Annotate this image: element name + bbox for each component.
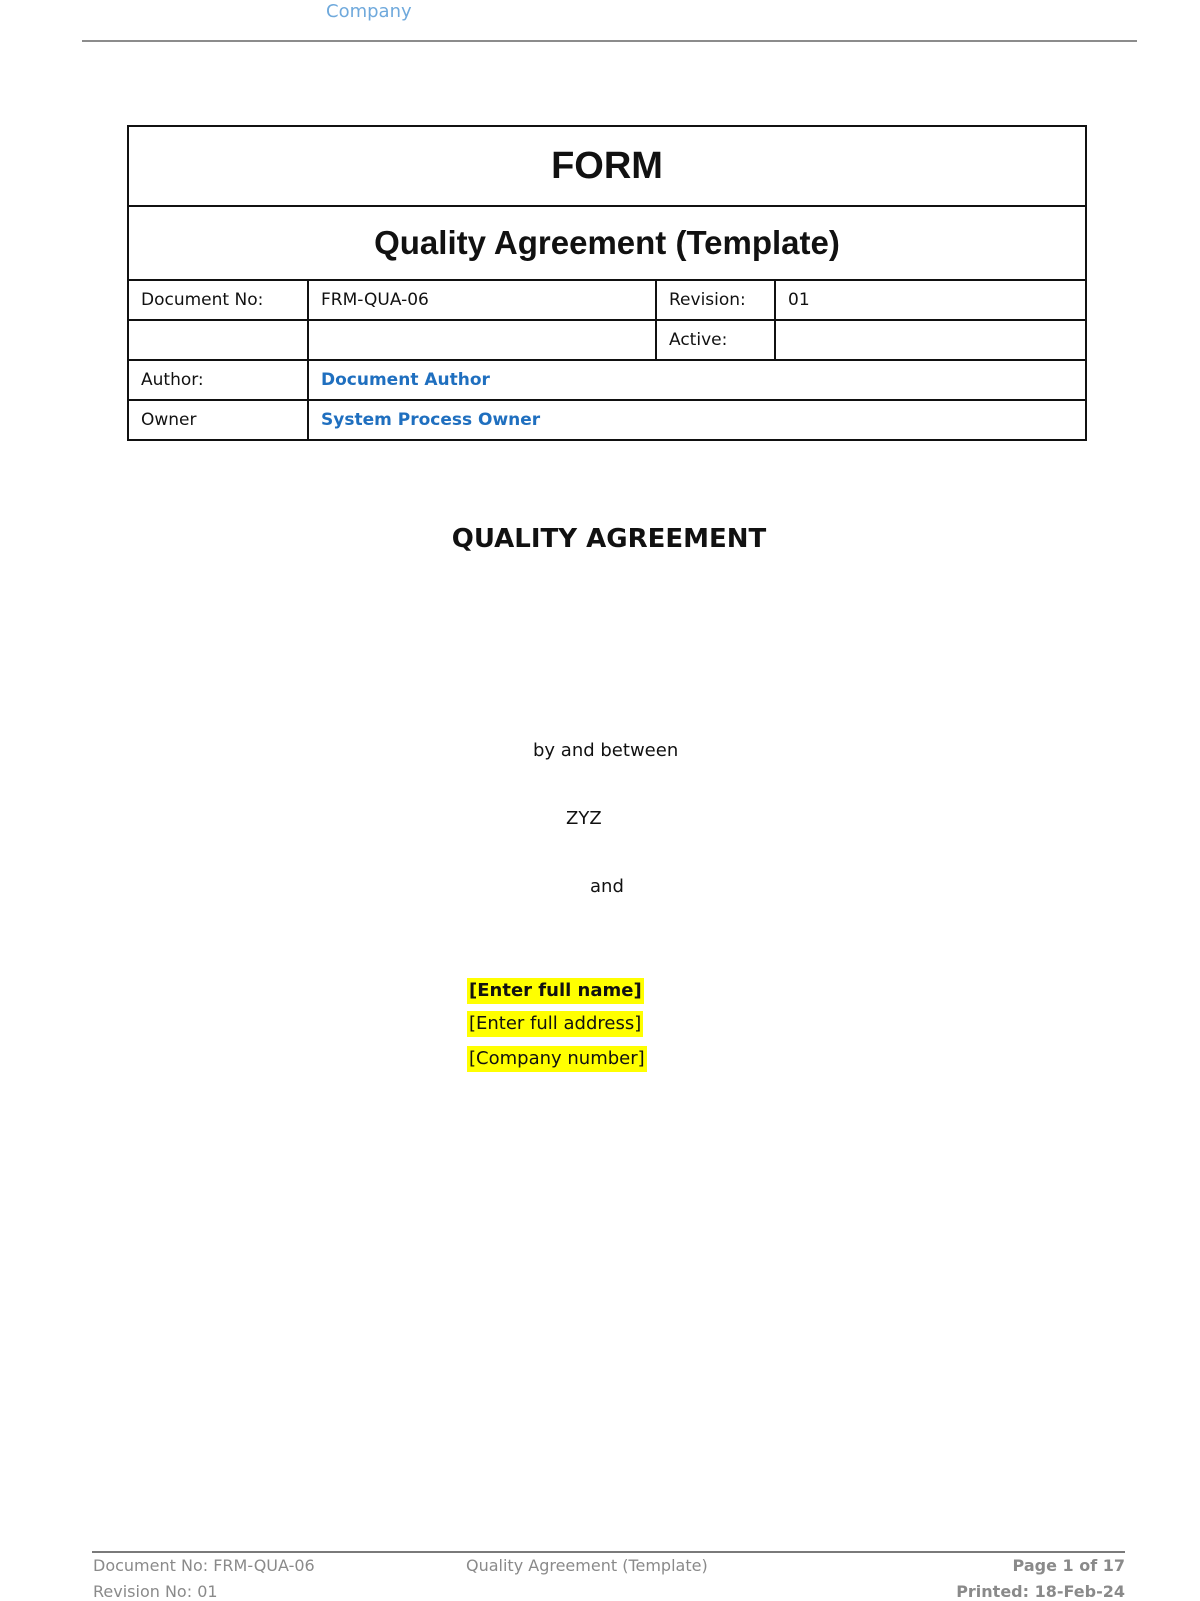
revision-label: Revision: — [656, 280, 775, 320]
table-row-owner — [128, 400, 1086, 440]
footer-title: Quality Agreement (Template) — [466, 1556, 708, 1575]
by-and-between-text: by and between — [533, 740, 679, 761]
form-subtitle: Quality Agreement (Template) — [128, 206, 1086, 280]
owner-value: System Process Owner — [308, 400, 1086, 440]
footer-document-no: Document No: FRM-QUA-06 — [93, 1556, 315, 1575]
owner-label: Owner — [128, 400, 308, 440]
empty-label — [128, 320, 308, 360]
revision-value: 01 — [775, 280, 1086, 320]
full-name-placeholder[interactable]: [Enter full name] — [467, 978, 644, 1004]
footer-revision-no: Revision No: 01 — [93, 1582, 218, 1601]
form-info-table — [127, 125, 1087, 441]
and-text: and — [590, 876, 624, 897]
active-label: Active: — [656, 320, 775, 360]
full-address-placeholder[interactable]: [Enter full address] — [467, 1011, 643, 1037]
footer-page-number: Page 1 of 17 — [1012, 1556, 1125, 1575]
active-value — [775, 320, 1086, 360]
agreement-heading: QUALITY AGREEMENT — [451, 524, 767, 554]
company-number-placeholder[interactable]: [Company number] — [467, 1046, 647, 1072]
company-header: Company — [326, 1, 412, 22]
footer-divider — [92, 1551, 1125, 1553]
table-row-author — [128, 360, 1086, 400]
header-divider — [82, 40, 1137, 42]
footer-printed-date: Printed: 18-Feb-24 — [956, 1582, 1125, 1601]
table-row-active — [128, 320, 1086, 360]
author-value: Document Author — [308, 360, 1086, 400]
party1-name: ZYZ — [566, 808, 602, 829]
document-no-value: FRM-QUA-06 — [308, 280, 656, 320]
author-label: Author: — [128, 360, 308, 400]
empty-value — [308, 320, 656, 360]
document-no-label: Document No: — [128, 280, 308, 320]
table-row-document-no — [128, 280, 1086, 320]
form-title: FORM — [128, 126, 1086, 206]
